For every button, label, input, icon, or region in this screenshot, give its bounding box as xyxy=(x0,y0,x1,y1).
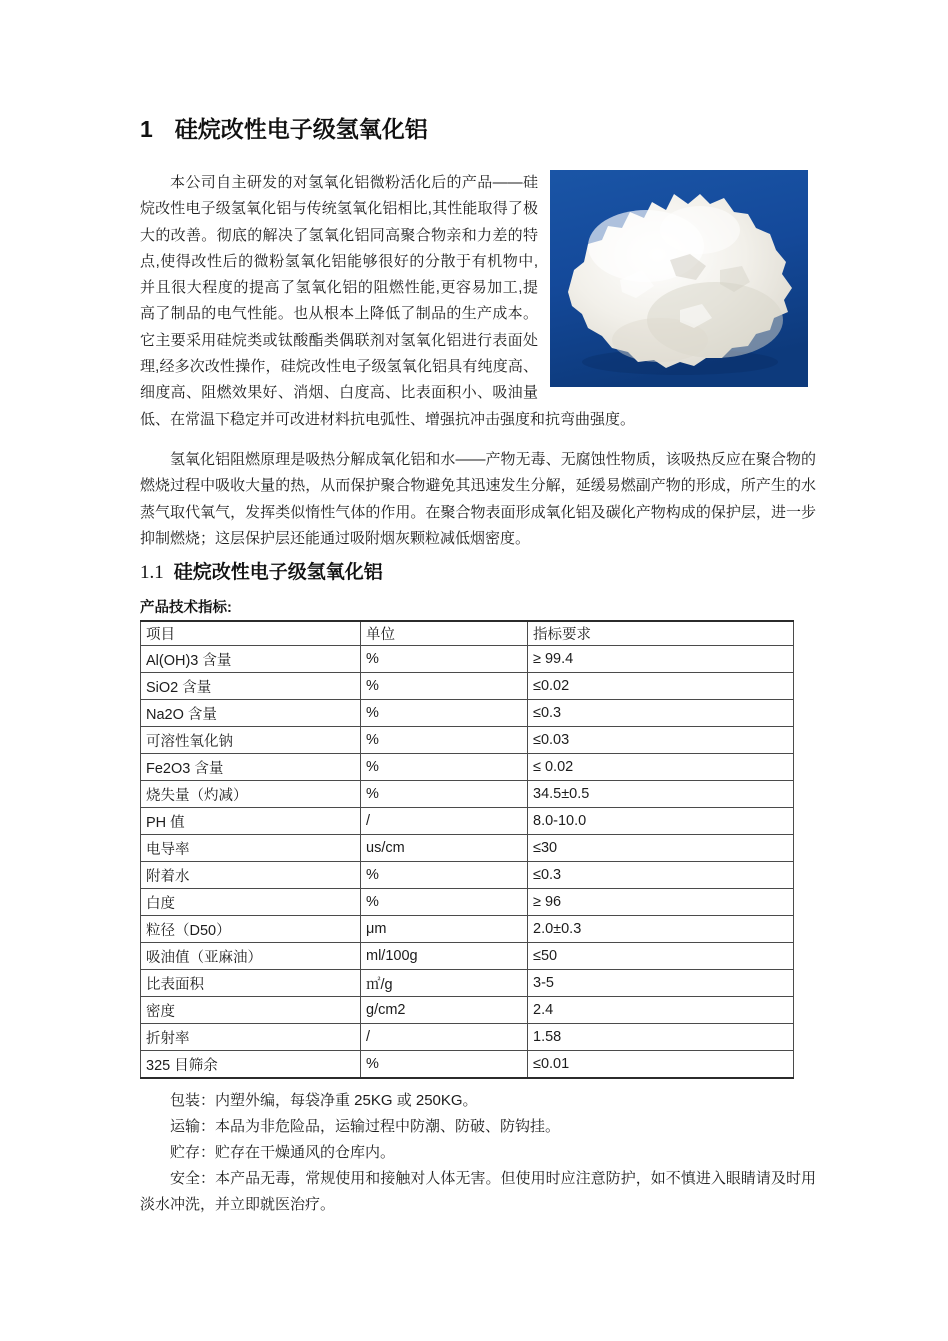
note-packaging: 包装：内塑外编，每袋净重 25KG 或 250KG。 xyxy=(170,1092,478,1110)
spec-item: 烧失量（灼减） xyxy=(141,781,361,808)
spec-unit: ㎡/g xyxy=(361,970,528,997)
spec-unit: % xyxy=(361,1051,528,1079)
table-row xyxy=(141,943,794,970)
table-row xyxy=(141,1051,794,1079)
spec-unit: % xyxy=(361,889,528,916)
table-row xyxy=(141,700,794,727)
spec-value: ≤30 xyxy=(528,835,794,862)
spec-item: Al(OH)3 含量 xyxy=(141,646,361,673)
table-row xyxy=(141,646,794,673)
section-number: 1 xyxy=(140,116,153,142)
table-row xyxy=(141,997,794,1024)
spec-value: 34.5±0.5 xyxy=(528,781,794,808)
note-storage: 贮存：贮存在干燥通风的仓库内。 xyxy=(170,1144,396,1162)
table-row xyxy=(141,889,794,916)
paragraph-flame-retardant-principle: 氢氧化铝阻燃原理是吸热分解成氧化铝和水——产物无毒、无腐蚀性物质，该吸热反应在聚合物的燃烧过程中吸收大量的热，从而保护聚合物避免其迅速发生分解，延缓易燃副产物的形成，所产生的水蒸气取代氧气，发挥类似惰性气体的作用。在聚合物表面形成氧化铝及碳化产物构成的保护层，进一步抑制燃烧；这层保护层还能通过吸附烟灰颗粒减低烟密度。 xyxy=(140,450,816,547)
powder-image xyxy=(550,170,808,387)
table-row xyxy=(141,754,794,781)
spec-unit: / xyxy=(361,1024,528,1051)
spec-unit: μm xyxy=(361,916,528,943)
table-row xyxy=(141,970,794,997)
subsection-title: 硅烷改性电子级氢氧化铝 xyxy=(173,562,383,584)
spec-value: 8.0-10.0 xyxy=(528,808,794,835)
section-title: 硅烷改性电子级氢氧化铝 xyxy=(174,116,428,142)
spec-value: ≥ 99.4 xyxy=(528,646,794,673)
spec-item: 吸油值（亚麻油） xyxy=(141,943,361,970)
table-row xyxy=(141,1024,794,1051)
table-row xyxy=(141,862,794,889)
spec-unit: ml/100g xyxy=(361,943,528,970)
subsection-number: 1.1 xyxy=(140,562,164,584)
spec-item: 密度 xyxy=(141,997,361,1024)
section-heading xyxy=(140,112,816,146)
spec-unit: g/cm2 xyxy=(361,997,528,1024)
spec-unit: % xyxy=(361,700,528,727)
spec-table xyxy=(140,620,794,1079)
spec-value: 2.4 xyxy=(528,997,794,1024)
spec-unit: / xyxy=(361,808,528,835)
spec-item: PH 值 xyxy=(141,808,361,835)
note-transport: 运输：本品为非危险品，运输过程中防潮、防破、防钩挂。 xyxy=(170,1118,561,1136)
table-row xyxy=(141,673,794,700)
spec-unit: % xyxy=(361,646,528,673)
paragraph-intro: 本公司自主研发的对氢氧化铝微粉活化后的产品——硅烷改性电子级氢氧化铝与传统氢氧化铝相比,其性能取得了极大的改善。彻底的解决了氢氧化铝同高聚合物亲和力差的特点,使得改性后的微粉氢氧化铝能够很好的分散于有机物中,并且很大程度的提高了氢氧化铝的阻燃性能,更容易加工,提高了制品的电气性能。也从根本上降低了制品的生产成本。它主要采用硅烷类或钛酸酯类偶联剂对氢氧化铝进行表面处理,经多次改性操作，硅烷改性电子级氢氧化铝具有纯度高、细度高、阻燃效果好、消烟、白度高、比表面积小、吸油量低、在常温下稳定并可改进材料抗电弧性、增强抗冲击强度和抗弯曲强度。 xyxy=(140,174,636,428)
header-spec: 指标要求 xyxy=(528,621,794,646)
spec-value: ≥ 96 xyxy=(528,889,794,916)
spec-value: ≤50 xyxy=(528,943,794,970)
table-row xyxy=(141,781,794,808)
spec-value: ≤0.3 xyxy=(528,700,794,727)
notes-block xyxy=(140,1088,816,1218)
spec-unit: % xyxy=(361,781,528,808)
spec-item: 折射率 xyxy=(141,1024,361,1051)
spec-value: ≤0.03 xyxy=(528,727,794,754)
spec-item: SiO2 含量 xyxy=(141,673,361,700)
spec-unit: % xyxy=(361,862,528,889)
table-row xyxy=(141,835,794,862)
spec-item: 粒径（D50） xyxy=(141,916,361,943)
spec-item: Na2O 含量 xyxy=(141,700,361,727)
spec-value: 1.58 xyxy=(528,1024,794,1051)
header-item: 项目 xyxy=(141,621,361,646)
spec-unit: % xyxy=(361,727,528,754)
table-row xyxy=(141,916,794,943)
note-safety: 安全：本产品无毒，常规使用和接触对人体无害。但使用时应注意防护，如不慎进入眼睛请及时用淡水冲洗，并立即就医治疗。 xyxy=(140,1170,816,1214)
spec-item: 可溶性氧化钠 xyxy=(141,727,361,754)
product-photo xyxy=(550,170,808,387)
spec-unit: us/cm xyxy=(361,835,528,862)
subsection-heading xyxy=(140,559,816,587)
spec-item: 电导率 xyxy=(141,835,361,862)
spec-value: 2.0±0.3 xyxy=(528,916,794,943)
spec-table-label: 产品技术指标: xyxy=(140,600,232,617)
spec-value: ≤0.01 xyxy=(528,1051,794,1079)
spec-item: 附着水 xyxy=(141,862,361,889)
spec-value: ≤ 0.02 xyxy=(528,754,794,781)
spec-item: 比表面积 xyxy=(141,970,361,997)
document-content xyxy=(140,112,816,1218)
spec-unit: % xyxy=(361,754,528,781)
header-unit: 单位 xyxy=(361,621,528,646)
spec-unit: % xyxy=(361,673,528,700)
spec-item: 325 目筛余 xyxy=(141,1051,361,1079)
table-row xyxy=(141,727,794,754)
spec-value: ≤0.02 xyxy=(528,673,794,700)
table-row xyxy=(141,808,794,835)
spec-value: ≤0.3 xyxy=(528,862,794,889)
table-header-row xyxy=(141,621,794,646)
spec-value: 3-5 xyxy=(528,970,794,997)
spec-item: Fe2O3 含量 xyxy=(141,754,361,781)
spec-item: 白度 xyxy=(141,889,361,916)
